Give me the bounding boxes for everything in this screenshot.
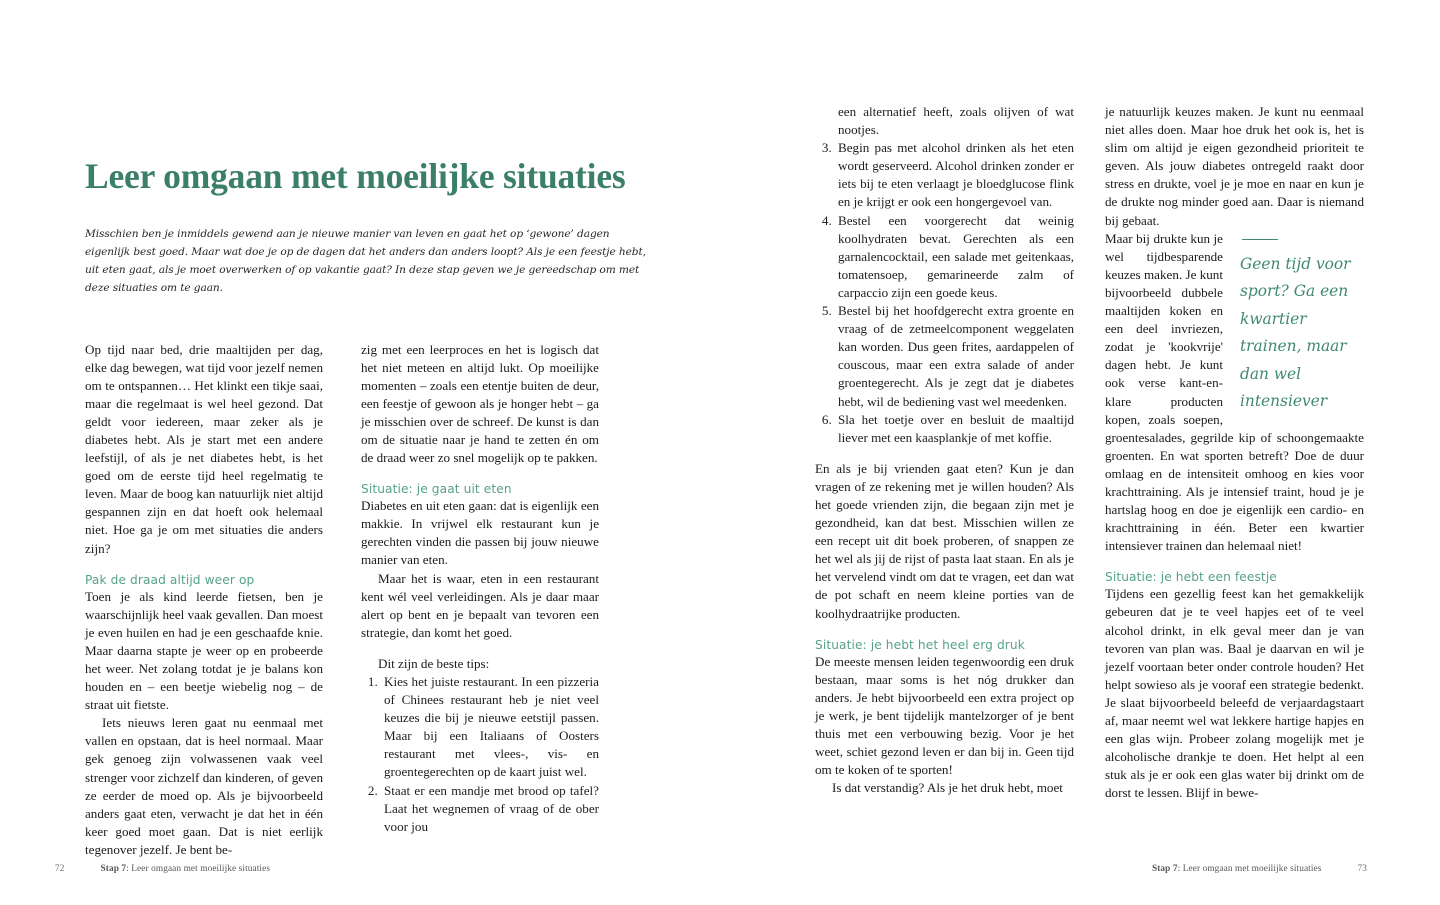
list-item: 4. Bestel een voorgerecht dat weinig koolhydraten bevat. Gerechten als een garnalencocktail, een salade met geitenkaas, tomatensoep, gemarineerde zalm of carpaccio zijn een goede keus. [835,212,1074,302]
paragraph: De meeste mensen leiden tegenwoordig een druk bestaan, maar soms is het nóg drukker dan anders. Je hebt bijvoorbeeld een extra project op je werk, je bent tijdelijk mantelzorger of je bent thuis met een verbouwing bezig. Voor je het weet, schiet gezond leven er dan bij in. Geen tijd om te koken of te sporten! [815,653,1074,778]
tips-list-3-6 [815,139,1074,447]
paragraph: Toen je als kind leerde fietsen, ben je waarschijnlijk heel vaak gevallen. Dan moest je even huilen en had je een geschaafde knie. Maar daarna stapte je weer op en probeerde het weer. Net zolang totdat je je balans kon houden en – een beetje wiebelig nog – de straat uit fietste. [85,588,323,713]
paragraph: Iets nieuws leren gaat nu eenmaal met vallen en opstaan, dat is heel normaal. Maar gek genoeg zijn volwassenen vaak veel strenger voor zichzelf dan kinderen, of geven ze eerder de moed op. Als je bijvoorbeeld anders gaat eten, verwacht je dat het in één keer goed moet gaan. Dat is niet eerlijk tegenover jezelf. Je bent be- [85,715,323,857]
right-page [720,0,1440,905]
left-columns [85,298,658,860]
paragraph: En als je bij vrienden gaat eten? Kun je dan vragen of ze rekening met je willen houden? Als het goede vrienden zijn, die begaan zijn met je gezondheid, kan dat best. Misschien willen ze een recept uit dit boek proberen, of snappen ze het wel als jij de rijst of pasta laat staan. En als je het vervelend vindt om dat te vragen, eet dan wat de pot schaft en neem kleine porties van de koolhydraatrijke producten. [815,460,1074,621]
pull-quote [1240,239,1364,416]
page-number: 72 [55,864,65,874]
page-number: 73 [1357,864,1367,874]
paragraph: Diabetes en uit eten gaan: dat is eigenlijk een makkie. In vrijwel elk restaurant kun je gerechten vinden die passen bij jouw nieuwe manier van eten. [361,498,599,568]
chapter-intro: Misschien ben je inmiddels gewend aan je nieuwe manier van leven en gaat het op ‘gewone’ dagen eigenlijk best goed. Maar wat doe je op de dagen dat het anders dan anders loopt? Als je een feestje hebt, uit eten gaat, als je moet overwerken of op vakantie gaat? In deze stap geven we je gereedschap om met deze situaties om te gaan. [85,227,646,295]
tips-list [361,673,599,836]
list-item: 5. Bestel bij het hoofdgerecht extra groente en vraag of de zetmeelcomponent weggelaten kan worden. Dus geen frites, aardappelen of couscous, maar een extra salade of ander groentegerecht. Als je zegt dat je diabetes hebt, wil de bediening vast wel meedenken. [835,302,1074,411]
paragraph: Maar bij drukte kun je wel tijdbesparende keuzes maken. Je kunt bijvoorbeeld dubbele maaltijden koken en een deel invriezen, zodat je 'kookvrije' dagen hebt. Je kunt ook verse kant-en-klare producten kopen, zoals soepen, groentesalades, gegrilde kip of schoongemaakte groenten. En wat sporten betreft? Doe de duur omlaag en de intensiteit omhoog en kies voor krachttraining. Als je intensief traint, houd je je hartslag hoog en doe je eigenlijk een cardio- en krachttraining in één. Beter een kwartier intensiever trainen dan helemaal niet! [1105,230,1364,554]
footer-step-label: Stap 7 [100,864,127,874]
paragraph: je natuurlijk keuzes maken. Je kunt nu eenmaal niet alles doen. Maar hoe druk het ook is, het is slim om altijd je eigen gezondheid prioriteit te geven. Als jouw diabetes ontregeld raakt door stress en drukte, voel je je moe en naar en kun je de drukte nog minder goed aan. Daar is niemand bij gebaat. [1105,104,1364,228]
list-item: 6. Sla het toetje over en besluit de maaltijd liever met een kaasplankje of met koffie. [835,411,1074,447]
list-item: 3. Begin pas met alcohol drinken als het eten wordt geserveerd. Alcohol drinken zonder er iets bij te eten verlaagt je bloedglucose flink en je krijgt er ook een hongergevoel van. [835,139,1074,211]
paragraph: Op tijd naar bed, drie maaltijden per dag, elke dag bewegen, wat tijd voor jezelf nemen om te ontspannen… Het klinkt een tikje saai, maar die regelmaat is wel heel gezond. Dat geldt voor iedereen, maar zeker als je diabetes hebt. Als je start met een andere leefstijl, of als je net diabetes hebt, is het goed om de eerste tijd heel regelmatig te leven. Maar de boog kan natuurlijk niet altijd gespannen zijn en dat hoeft ook helemaal niet. Hoe ga je om met situaties die anders zijn? [85,341,323,556]
right-columns [815,0,1365,802]
pull-quote-text: Geen tijd voor sport? Ga een kwartier trainen, maar dan wel intensiever [1240,255,1351,411]
list-item: 2. Staat er een mandje met brood op tafel? Laat het wegnemen of vraag of de ober voor jou [381,782,599,836]
footer-step-label: Stap 7 [1151,864,1178,874]
subheading-pak-de-draad: Pak de draad altijd weer op [85,572,255,587]
list-item-continuation: een alternatief heeft, zoals olijven of wat nootjes. [838,104,1074,138]
subheading-situatie-druk: Situatie: je hebt het heel erg druk [815,637,1025,652]
tips-lead-in: Dit zijn de beste tips: [378,655,490,671]
paragraph: zig met een leerproces en het is logisch dat het niet meteen en altijd lukt. Op moeilijke momenten – zoals een etentje buiten de deur, een feestje of gewoon als je honger hebt – ga je misschien over de schreef. De kunst is dan om de situatie naar je hand te zetten én om de draad weer zo snel mogelijk op te pakken. [361,341,599,466]
tips-list-continued [815,103,1074,139]
footer-running-title: : Leer omgaan met moeilijke situaties [126,864,271,874]
footer-right [1152,864,1367,874]
right-column-1 [815,103,1074,802]
paragraph: Tijdens een gezellig feest kan het gemakkelijk gebeuren dat je te veel hapjes eet of te veel alcohol drinkt, in elk geval meer dan je van tevoren van plan was. Baal je daarvan en wil je jezelf voortaan beter onder controle houden? Het helpt sowieso als je vooraf een strategie bedenkt. Je slaat bijvoorbeeld beleefd de verjaardagstaart af, maar neemt wel wat lekkere hartige hapjes en een glas wijn. Probeer zolang mogelijk met je alcoholische drankje te doen. Het helpt al een stuk als je er ook een glas water bij drinkt om de dorst te lessen. Blijf in bewe- [1105,586,1364,801]
right-column-2 [1105,103,1364,802]
left-column-1 [85,341,323,860]
subheading-situatie-uit-eten: Situatie: je gaat uit eten [361,482,512,497]
paragraph: Is dat verstandig? Als je het druk hebt, moet [832,780,1063,796]
paragraph: Maar het is waar, eten in een restaurant kent wél veel verleidingen. Als je daar maar alert op bent en je bepaalt van tevoren een strategie, dan komt het goed. [361,570,599,640]
footer-running-title: : Leer omgaan met moeilijke situaties [1177,864,1322,874]
footer-left [55,864,270,874]
pull-quote-rule [1242,239,1278,240]
subheading-situatie-feestje: Situatie: je hebt een feestje [1105,570,1277,585]
left-column-2 [361,341,599,860]
list-item: 1. Kies het juiste restaurant. In een pizzeria of Chinees restaurant heb je niet veel keuzes die bij je nieuwe eetstijl passen. Maar bij een Italiaans of Oosters restaurant met vlees-, vis- en groentegerechten op de kaart juist wel. [381,673,599,782]
page-title: Leer omgaan met moeilijke situaties [85,156,626,196]
